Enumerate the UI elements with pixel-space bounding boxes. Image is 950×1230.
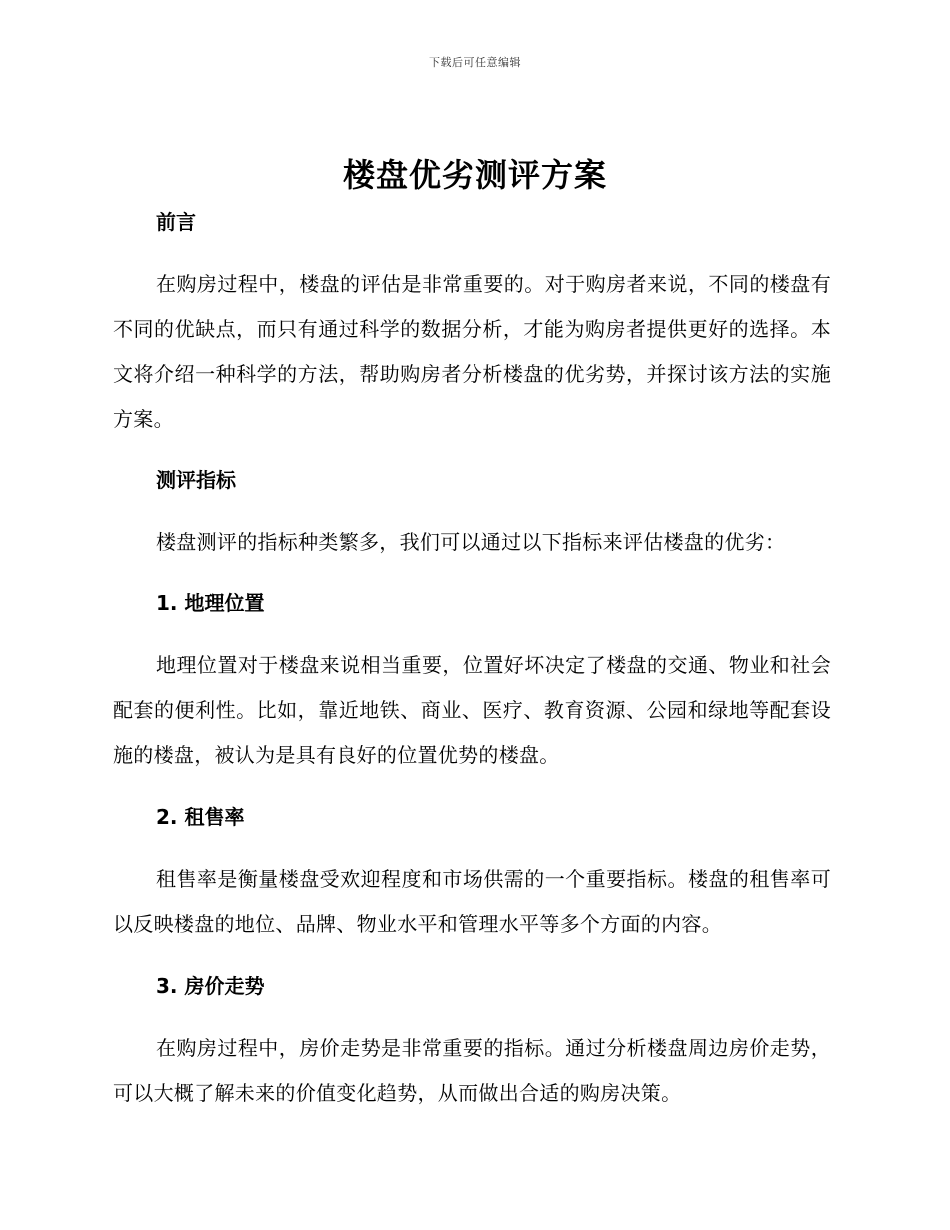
section-paragraph-location: 地理位置对于楼盘来说相当重要，位置好坏决定了楼盘的交通、物业和社会配套的便利性。比如，靠近地铁、商业、医疗、教育资源、公园和绿地等配套设施的楼盘，被认为是具有良好的位置优势的楼盘。 — [113, 653, 831, 767]
section-paragraph-occupancy: 租售率是衡量楼盘受欢迎程度和市场供需的一个重要指标。楼盘的租售率可以反映楼盘的地位、品牌、物业水平和管理水平等多个方面的内容。 — [113, 867, 831, 936]
document-title: 楼盘优劣测评方案 — [342, 156, 607, 194]
document-body — [113, 204, 831, 1116]
section-paragraph-criteria: 楼盘测评的指标种类繁多，我们可以通过以下指标来评估楼盘的优劣： — [156, 530, 786, 554]
section-heading-location: 1. 地理位置 — [156, 591, 265, 615]
section-heading-preface: 前言 — [156, 210, 196, 234]
section-paragraph-preface: 在购房过程中，楼盘的评估是非常重要的。对于购房者来说，不同的楼盘有不同的优缺点，而只有通过科学的数据分析，才能为购房者提供更好的选择。本文将介绍一种科学的方法，帮助购房者分析楼盘的优劣势，并探讨该方法的实施方案。 — [113, 272, 831, 431]
section-heading-price-trend: 3. 房价走势 — [156, 974, 265, 998]
section-heading-criteria: 测评指标 — [156, 468, 236, 492]
section-paragraph-price-trend: 在购房过程中，房价走势是非常重要的指标。通过分析楼盘周边房价走势，可以大概了解未来的价值变化趋势，从而做出合适的购房决策。 — [113, 1036, 831, 1105]
section-heading-occupancy: 2. 租售率 — [156, 805, 245, 829]
header-note: 下载后可任意编辑 — [429, 56, 521, 69]
